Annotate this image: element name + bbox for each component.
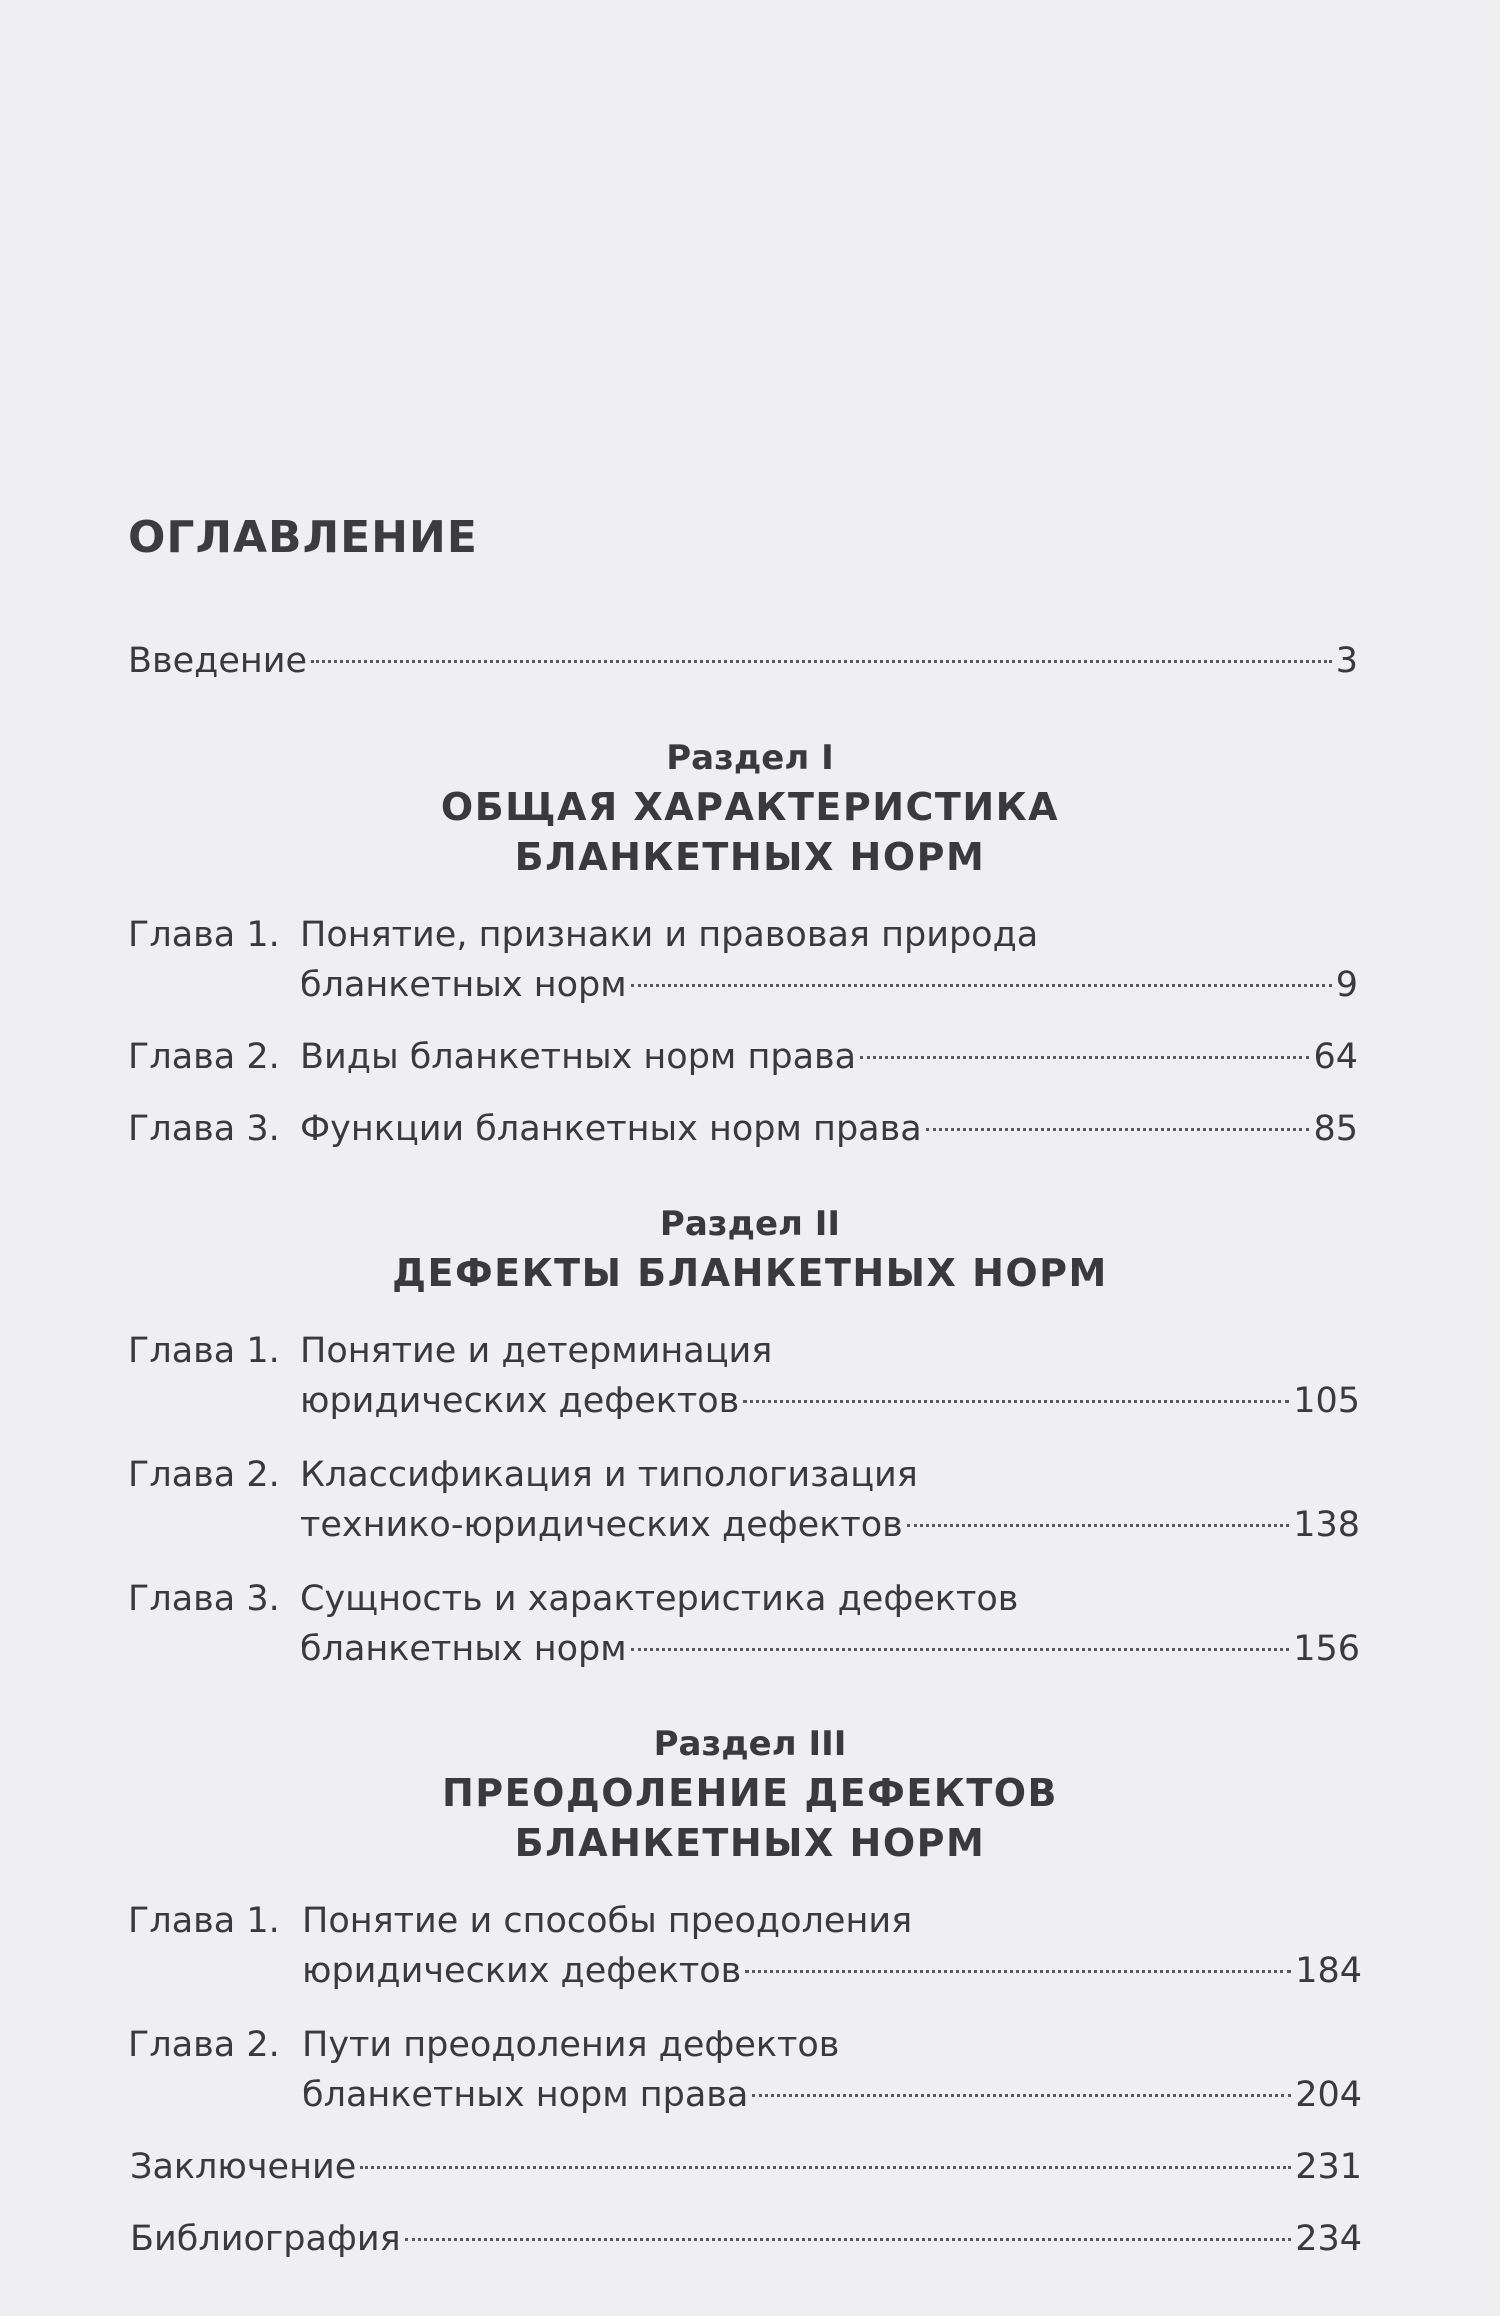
leader-dots xyxy=(926,1128,1310,1131)
leader-dots xyxy=(405,2238,1292,2241)
chapter-title-line: бланкетных норм xyxy=(300,1629,627,1669)
toc-entry-chapter xyxy=(300,1450,1360,1550)
leader-dots xyxy=(907,1524,1289,1527)
leader-dots xyxy=(631,1648,1290,1651)
toc-entry-chapter xyxy=(302,2020,1362,2120)
chapter-title-line: Понятие и детерминация xyxy=(300,1331,773,1371)
leader-dots xyxy=(743,1400,1289,1403)
chapter-label: Глава 1. xyxy=(128,915,280,955)
leader-dots xyxy=(360,2166,1291,2169)
toc-entry-chapter xyxy=(300,910,1358,1010)
section-number: Раздел III xyxy=(653,1724,847,1764)
entry-label: Библиография xyxy=(130,2219,401,2259)
chapter-label: Глава 2. xyxy=(128,1455,280,1495)
chapter-title-line: Виды бланкетных норм права xyxy=(300,1037,857,1077)
chapter-label: Глава 3. xyxy=(128,1109,280,1149)
section-title-line: ДЕФЕКТЫ БЛАНКЕТНЫХ НОРМ xyxy=(392,1251,1108,1295)
chapter-title-line: юридических дефектов xyxy=(300,1381,740,1421)
leader-dots xyxy=(631,984,1332,987)
chapter-title-line: Сущность и характеристика дефектов xyxy=(300,1579,1019,1619)
section-heading-1 xyxy=(0,734,1500,882)
section-title-line: БЛАНКЕТНЫХ НОРМ xyxy=(514,1821,986,1865)
toc-entry-conclusion xyxy=(130,2142,1362,2192)
toc-entry-chapter xyxy=(300,1104,1358,1154)
toc-entry-chapter xyxy=(300,1326,1360,1426)
chapter-title-line: Понятие, признаки и правовая природа xyxy=(300,915,1039,955)
page-number: 105 xyxy=(1293,1381,1360,1421)
entry-label: Заключение xyxy=(130,2147,357,2187)
toc-entry-chapter xyxy=(302,1896,1362,1996)
section-title-line: ПРЕОДОЛЕНИЕ ДЕФЕКТОВ xyxy=(441,1771,1059,1815)
page-number: 184 xyxy=(1295,1951,1362,1991)
chapter-label: Глава 3. xyxy=(128,1579,280,1619)
page-number: 156 xyxy=(1293,1629,1360,1669)
chapter-title-line: Пути преодоления дефектов xyxy=(302,2025,840,2065)
toc-entry-chapter xyxy=(300,1032,1358,1082)
chapter-label: Глава 1. xyxy=(128,1901,280,1941)
chapter-title-line: бланкетных норм xyxy=(300,965,627,1005)
toc-entry-bibliography xyxy=(130,2214,1362,2264)
chapter-label: Глава 2. xyxy=(128,2025,280,2065)
leader-dots xyxy=(311,660,1332,663)
section-number: Раздел I xyxy=(666,738,834,778)
entry-label: Введение xyxy=(128,641,308,681)
toc-entry-intro xyxy=(128,636,1358,686)
leader-dots xyxy=(752,2094,1291,2097)
toc-title: ОГЛАВЛЕНИЕ xyxy=(128,512,478,563)
section-title-line: БЛАНКЕТНЫХ НОРМ xyxy=(514,835,986,879)
page-number: 3 xyxy=(1335,641,1358,681)
chapter-title-line: Функции бланкетных норм права xyxy=(300,1109,922,1149)
leader-dots xyxy=(745,1970,1291,1973)
section-heading-2 xyxy=(0,1200,1500,1298)
section-title-line: ОБЩАЯ ХАРАКТЕРИСТИКА xyxy=(440,785,1060,829)
chapter-title-line: Классификация и типологизация xyxy=(300,1455,918,1495)
chapter-title-line: юридических дефектов xyxy=(302,1951,742,1991)
page-number: 234 xyxy=(1295,2219,1362,2259)
leader-dots xyxy=(860,1056,1309,1059)
chapter-label: Глава 2. xyxy=(128,1037,280,1077)
page-number: 64 xyxy=(1313,1037,1358,1077)
page-number: 138 xyxy=(1293,1505,1360,1545)
page-number: 9 xyxy=(1335,965,1358,1005)
chapter-title-line: бланкетных норм права xyxy=(302,2075,749,2115)
page-number: 204 xyxy=(1295,2075,1362,2115)
chapter-title-line: Понятие и способы преодоления xyxy=(302,1901,913,1941)
chapter-label: Глава 1. xyxy=(128,1331,280,1371)
section-heading-3 xyxy=(0,1720,1500,1868)
page-number: 85 xyxy=(1313,1109,1358,1149)
toc-entry-chapter xyxy=(300,1574,1360,1674)
chapter-title-line: технико-юридических дефектов xyxy=(300,1505,903,1545)
page-number: 231 xyxy=(1295,2147,1362,2187)
section-number: Раздел II xyxy=(659,1204,841,1244)
